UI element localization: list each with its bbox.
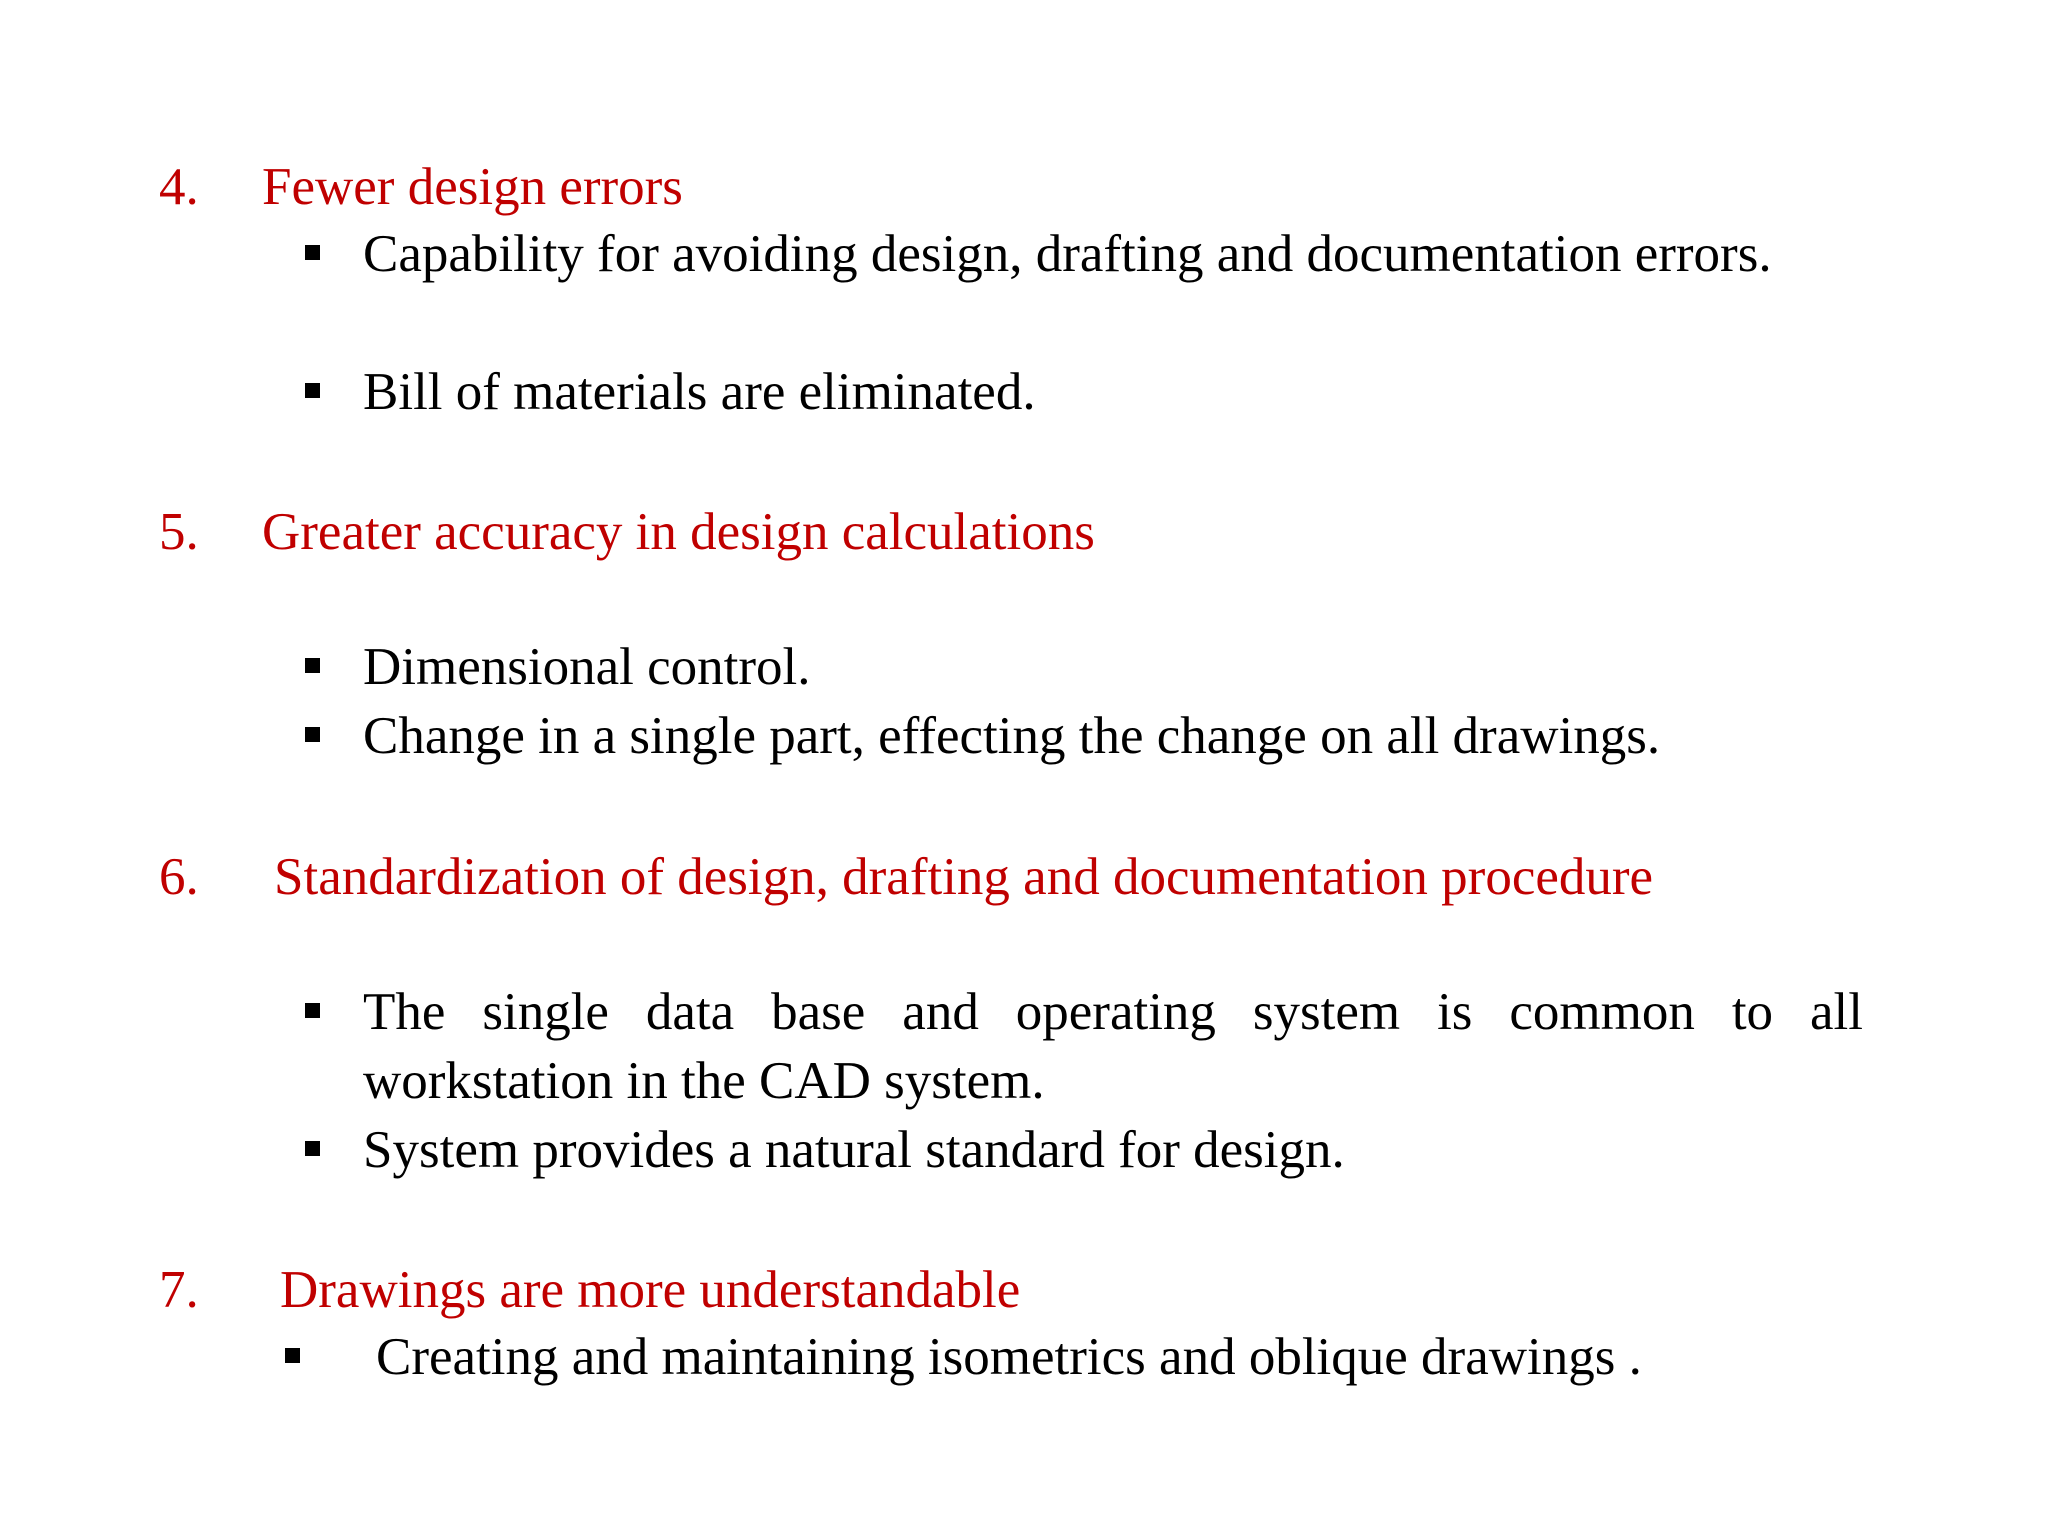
bullet-text: Creating and maintaining isometrics and oblique drawings . <box>376 1328 1642 1386</box>
section-title: Standardization of design, drafting and documentation procedure <box>274 848 1654 906</box>
bullet-text: Dimensional control. <box>363 638 811 696</box>
section-number: 6. <box>159 848 199 906</box>
square-bullet-icon <box>305 1003 320 1018</box>
square-bullet-icon <box>305 245 320 260</box>
section-title: Greater accuracy in design calculations <box>262 503 1095 561</box>
section-number: 4. <box>159 158 199 216</box>
section-title: Drawings are more understandable <box>280 1261 1021 1319</box>
square-bullet-icon <box>305 727 320 742</box>
section-title: Fewer design errors <box>262 158 683 216</box>
bullet-text: Bill of materials are eliminated. <box>363 363 1036 421</box>
bullet-text: Capability for avoiding design, drafting and documentation errors. <box>363 225 1772 283</box>
square-bullet-icon <box>305 383 320 398</box>
bullet-text: Change in a single part, effecting the change on all drawings. <box>363 707 1661 765</box>
section-number: 7. <box>159 1261 199 1319</box>
section-number: 5. <box>159 503 199 561</box>
square-bullet-icon <box>305 658 320 673</box>
square-bullet-icon <box>285 1348 300 1363</box>
bullet-text: The single data base and operating system is common to all workstation in the CAD system. <box>363 983 1863 1110</box>
square-bullet-icon <box>305 1141 320 1156</box>
bullet-text: System provides a natural standard for design. <box>363 1121 1345 1179</box>
